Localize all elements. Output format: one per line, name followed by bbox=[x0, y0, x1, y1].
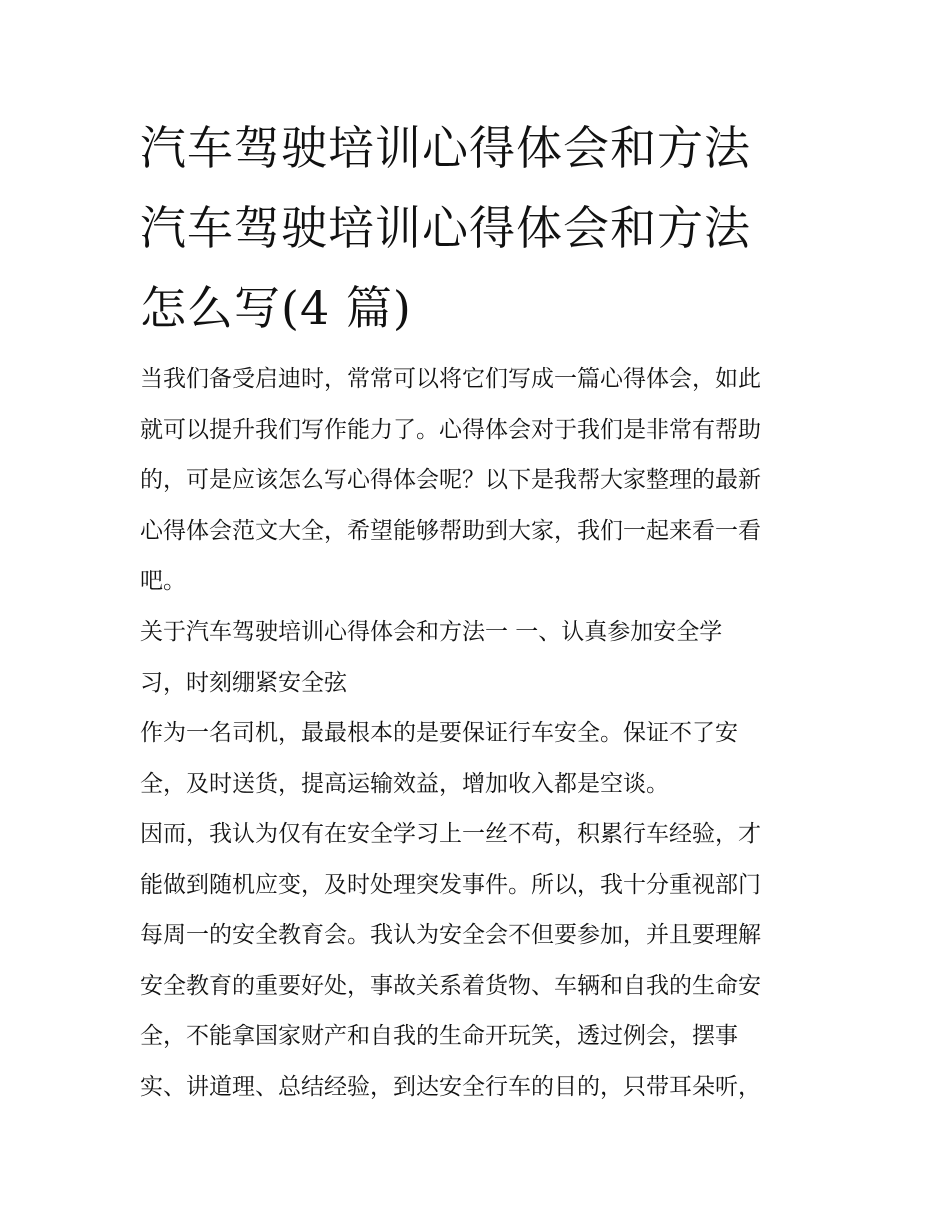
text-line: 实、讲道理、总结经验，到达安全行车的目的，只带耳朵听， bbox=[140, 1073, 761, 1100]
title-line: 怎么写(4 篇) bbox=[140, 281, 412, 335]
section-heading bbox=[140, 607, 722, 708]
text-line: 全，不能拿国家财产和自我的生命开玩笑，透过例会，摆事 bbox=[140, 1023, 738, 1049]
title-line: 汽车驾驶培训心得体会和方法 bbox=[140, 201, 751, 255]
text-line: 心得体会范文大全，希望能够帮助到大家，我们一起来看一看 bbox=[140, 517, 761, 544]
text-line: 全，及时送货，提高运输效益，增加收入都是空谈。 bbox=[140, 770, 669, 797]
text-line: 就可以提升我们写作能力了。心得体会对于我们是非常有帮助 bbox=[140, 416, 761, 443]
text-line: 安全教育的重要好处，事故关系着货物、车辆和自我的生命安 bbox=[140, 972, 761, 999]
text-line: 关于汽车驾驶培训心得体会和方法一 一、认真参加安全学 bbox=[140, 619, 723, 645]
text-line: 吧。 bbox=[140, 568, 186, 594]
body-paragraph-2 bbox=[140, 809, 761, 1112]
text-line: 作为一名司机，最最根本的是要保证行车安全。保证不了安 bbox=[140, 720, 738, 746]
document-title bbox=[140, 108, 840, 348]
text-line: 因而，我认为仅有在安全学习上一丝不苟，积累行车经验，才 bbox=[140, 821, 761, 847]
text-line: 习，时刻绷紧安全弦 bbox=[140, 669, 347, 696]
text-line: 能做到随机应变，及时处理突发事件。所以，我十分重视部门 bbox=[140, 871, 761, 898]
text-line: 每周一的安全教育会。我认为安全会不但要参加，并且要理解 bbox=[140, 922, 761, 948]
text-line: 当我们备受启迪时，常常可以将它们写成一篇心得体会，如此 bbox=[140, 366, 761, 392]
body-paragraph-1 bbox=[140, 708, 738, 809]
text-line: 的，可是应该怎么写心得体会呢？以下是我帮大家整理的最新 bbox=[140, 467, 761, 493]
title-line: 汽车驾驶培训心得体会和方法 bbox=[140, 121, 751, 175]
intro-paragraph bbox=[140, 354, 761, 607]
